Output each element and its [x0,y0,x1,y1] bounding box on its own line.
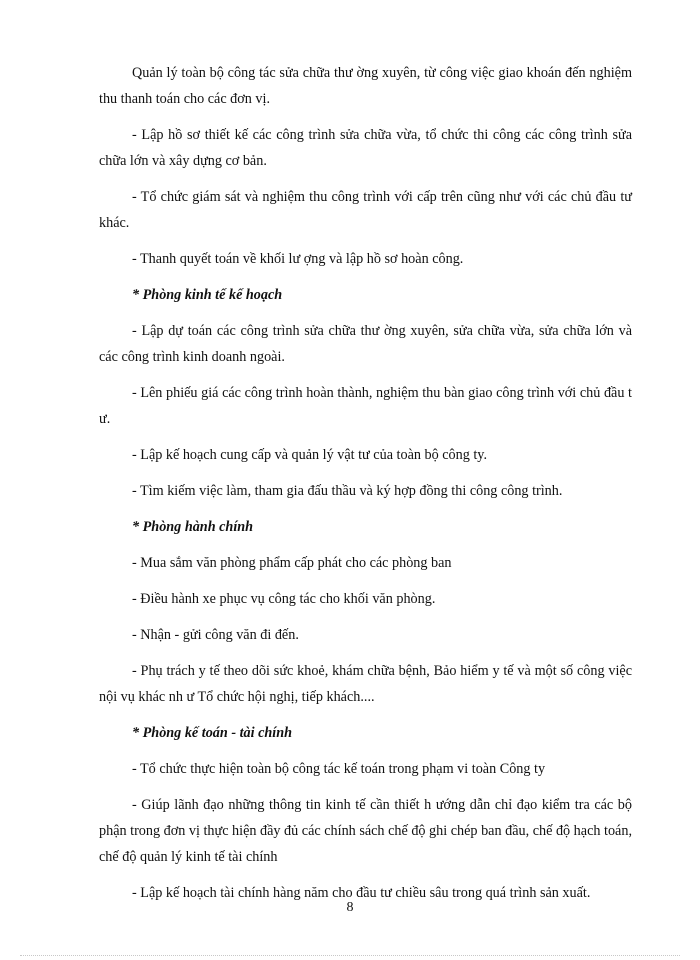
paragraph: - Lập dự toán các công trình sửa chữa thư ờng xuyên, sửa chữa vừa, sửa chữa lớn và các công trình kinh doanh ngoài. [99,323,632,365]
paragraph: - Lập kế hoạch cung cấp và quản lý vật tư của toàn bộ công ty. [132,447,488,463]
paragraph: - Giúp lãnh đạo những thông tin kinh tế cần thiết h ướng dẫn chỉ đạo kiểm tra các bộ phận trong đơn vị thực hiện đầy đủ các chính sách chế độ ghi chép ban đầu, chế độ hạch toán, chế độ quản lý kinh tế tài chính [99,797,632,865]
paragraph: - Lập kế hoạch tài chính hàng năm cho đầu tư chiều sâu trong quá trình sản xuất. [132,885,591,901]
paragraph: - Lên phiếu giá các công trình hoàn thành, nghiệm thu bàn giao công trình với chủ đầu t ư. [99,385,632,427]
paragraph: - Tổ chức thực hiện toàn bộ công tác kế toán trong phạm vi toàn Công ty [132,761,546,777]
paragraph: Quản lý toàn bộ công tác sửa chữa thư ờng xuyên, từ công việc giao khoán đến nghiệm thu thanh toán cho các đơn vị. [99,65,632,107]
paragraph: - Thanh quyết toán về khối lư ợng và lập hồ sơ hoàn công. [132,251,464,267]
section-heading: * Phòng kế toán - tài chính [132,725,293,741]
paragraph: - Phụ trách y tế theo dõi sức khoẻ, khám chữa bệnh, Bảo hiểm y tế và một số công việc nội vụ khác nh ư Tổ chức hội nghị, tiếp khách.... [99,663,632,705]
page-body [99,60,632,916]
page-number: 8 [346,900,354,915]
paragraph: - Nhận - gửi công văn đi đến. [132,627,299,643]
paragraph: - Mua sắm văn phòng phẩm cấp phát cho các phòng ban [132,555,452,571]
page-bottom-divider [20,955,680,956]
paragraph: - Điều hành xe phục vụ công tác cho khối văn phòng. [132,591,436,607]
paragraph: - Lập hồ sơ thiết kế các công trình sửa chữa vừa, tổ chức thi công các công trình sửa chữa lớn và xây dựng cơ bản. [99,127,632,169]
section-heading: * Phòng hành chính [132,519,254,535]
paragraph: - Tìm kiếm việc làm, tham gia đấu thầu và ký hợp đồng thi công công trình. [132,483,563,499]
section-heading: * Phòng kinh tế kế hoạch [132,287,283,303]
paragraph: - Tổ chức giám sát và nghiệm thu công trình với cấp trên cũng như với các chủ đầu tư khác. [99,189,632,231]
